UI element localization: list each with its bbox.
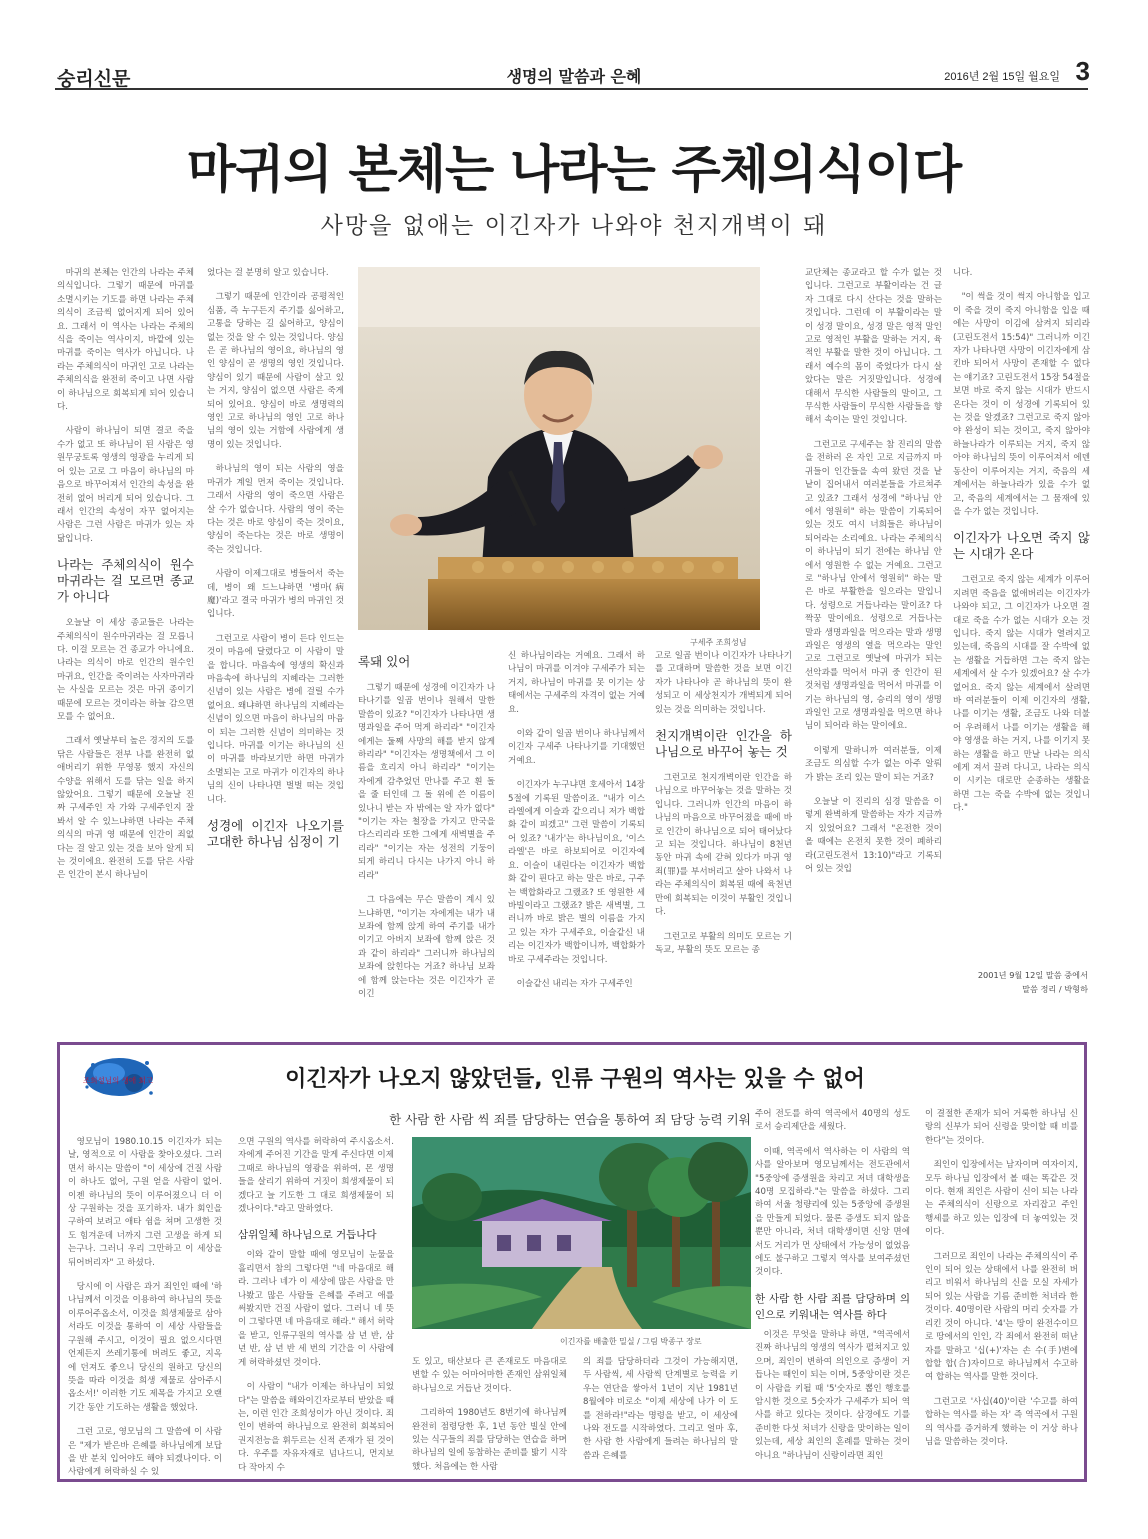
- photo-caption: 구세주 조희성님: [690, 638, 747, 647]
- paragraph: 니다.: [953, 268, 973, 278]
- paragraph: 그런고로 '사십(40)'이란 '수고를 하여 합하는 역사를 하는 자' 즉 역곡에서 구원의 역사를 증거하게 했하는 이 거상 하나님을 말씀하는 것이다.: [925, 1396, 1078, 1447]
- preacher-photo-graphic: [358, 267, 760, 630]
- crosshead: 성경에 이긴자 나오기를 고대한 하나님 심정이 기: [207, 818, 344, 850]
- article-column-7: [953, 267, 1090, 947]
- painting-image: [412, 1137, 751, 1329]
- preacher-photo: [358, 267, 760, 630]
- paragraph: 오늘날 이 진리의 심경 말씀을 이렇게 완벽하게 말씀하는 자가 지금까지 있었어요? 그래서 "온전한 것이 올 때에는 온전치 못한 것이 폐하리라(고린도전서 13:10)"라고 기록되어 있는 것입: [805, 797, 942, 875]
- paragraph: 마귀의 본체는 인간의 나라는 주체의식입니다. 그렇기 때문에 마귀를 소멸시키는 기도를 하면 나라는 주체의식이 조금씩 없어지게 되어 있어요. 그래서 이 역사는 나라는 주체의식을 죽이는 역사이지, 바깥에 있는 마귀를 죽이는 역사가 아닙니다. 나라는 주체의식이 마귀인 고로 나라는 주체의식을 완전히 죽이고 나면 사람이 하나님으로 회복되게 되어 있습니다.: [57, 268, 194, 413]
- feature-subhead: 한 사람 한 사람 씩 죄를 담당하는 연습을 통하여 죄 담당 능력 키워: [389, 1112, 751, 1127]
- byline-editor: 말씀 정리 / 박형하: [1022, 984, 1088, 994]
- paragraph: 그리하여 1980년도 8번기에 하나님께 완전히 점령당한 후, 1년 동안 빌실 안에 있는 식구들의 죄를 담당하는 연습을 하며 하나님의 일에 동참하는 준비를 밟기 시작했다. 처음에는 한 사람: [412, 1408, 567, 1472]
- feature-column-2: [238, 1136, 394, 1472]
- paragraph: 이와 같이 말할 때에 영모님이 눈물을 흘리면서 참의 그렇다면 "네 마음대로 해라. 그러나 네가 이 세상에 많은 사람을 만나봤고 많은 사람들 은혜를 주려고 애를 써봤지만 건질 사람이 없다. 그러니 네 뜻이 그렇다면 네 마음대로 해라." 해서 허락을 받고, 인류구원의 역사를 삼 년 반, 삼 년 반, 삼 년 반 세 번의 기간을 이 사람에게 허락하셨던 것이다.: [238, 1250, 394, 1368]
- paragraph: 이긴자가 누구냐면 호세아서 14장 5절에 기록된 말씀이죠. "내가 이스라엘에게 이슬과 같으리니 저가 백합화 같이 피겠고" 그런 말씀이 기록되어 있죠? '내가'는 하나님이요, '이스라엘'은 바로 하보되어로 이긴자예요. 이슬이 내린다는 이긴자가 백합화 같이 핀다고 하는 말은 바로, 구주는 백합화라고 그랬죠? 또 영원한 세 바빌이라고 그랬죠? 밝은 새벽별, 그러니까 바로 밝은 별의 이름을 가지고 있는 자가 구세주요, 이슬같신 내리는 이긴자가 백합이니까, 백합화가 바로 구세주라는 것입니다.: [508, 780, 645, 965]
- article-byline: [953, 968, 1088, 996]
- paragraph: 하나님의 영이 되는 사람의 영을 마귀가 계일 먼저 죽이는 것입니다. 그래서 사람의 영이 죽으면 사람은 살 수가 없습니다. 사람의 영이 죽는다는 것은 바로 양심이 죽는 것이요, 양심이 죽는다는 것은 바로 생명이 죽는 것입니다.: [207, 464, 344, 555]
- series-badge-label: 조희성님의 생애 회고: [83, 1076, 153, 1085]
- paragraph: 오늘날 이 세상 종교들은 나라는 주체의식이 원수마귀라는 걸 모릅니다. 이걸 모르는 건 종교가 아니에요. 나라는 의식이 바로 인간의 원수인 마귀요, 인간을 죽이려는 사자마귀라는 사실을 모르는 것은 마귀 종이기 때문에 모르는 것이라는 하늘 감으면 모를 수 없어요.: [57, 618, 194, 722]
- crosshead: 천지개벽이란 인간을 하나님으로 바꾸어 놓는 것: [655, 728, 792, 760]
- paragraph: 그런고로 죽지 않는 세계가 이루어지려면 죽음을 없애버리는 이긴자가 나와야 되고, 그 이긴자가 나오면 결대로 죽을 수가 없는 시대가 오는 것입니다. 죽지 않는 시대가 열려지고 있는데, 죽음의 시대를 잘 수박에 없는 생활을 거듭하면 그는 죽지 않는 세계에서 살 수가 있겠어요? 살 수가 없어요. 죽지 않는 세계에서 살려면 바 여러분들이 이제 이긴자의 생활, 나를 이기는 생활, 조금도 나와 더불어 우려해서 나를 이기는 생활을 해야 영생을 하는 거지, 나를 이기지 못하는 생활을 하고 만날 나라는 의식에게 져서 끌려 다니고, 나라는 의식이 시키는 대로만 순종하는 생활을 하면 그는 죽을 수박에 없는 것입니다.": [953, 575, 1090, 814]
- paragraph: 고로 일곱 번이나 이긴자가 나타나기를 고대하며 말씀한 것을 보면 이긴자가 나타나야 곧 하나님의 뜻이 완성되고 이 세상천지가 개벽되게 되어 있는 것을 의미하는 것입니다.: [655, 651, 792, 715]
- paragraph: 교단체는 종교라고 할 수가 없는 것입니다. 그런고로 부활이라는 건 글자 그대로 다시 산다는 것을 말하는 것입니다. 그런데 이 부활이라는 말이 성경 말이요, 성경 말은 영적 말인 고로 영적인 부활을 말하는 거지, 육적인 부활을 말한 것이 아닙니다. 그래서 예수의 몸이 죽었다가 다시 살았다는 말은 거짓말입니다. 성경에 대해서 무식한 사람들의 말이고, 그 무식한 사람들이 무식한 사람들을 향해서 속이는 말인 것입니다.: [805, 268, 942, 426]
- paragraph: 이슬같신 내리는 자가 구세주인: [516, 978, 633, 989]
- paragraph: 그렇기 때문에 인간이라 공평적인 심품, 즉 누구든지 주기를 싫어하고, 고통을 당하는 길 싫어하고, 양심이 없는 것을 알 수 있는 것입니다. 양심은 곧 하나님의 영이요, 하나님의 영인 양심이 곧 생명의 영인 것입니다. 양심이 있기 때문에 사람이 살고 있는 거지, 양심이 없으면 사람은 죽게 되어 있어요. 양심이 바로 생명력의 영인 고로 하나님의 영인 고로 하나님의 영이 있는 거함에 사람에게 생명이 있는 것입니다.: [207, 292, 344, 450]
- crosshead: 한 사람 한 사람 죄를 담당하며 의인으로 키워내는 역사를 하다: [755, 1292, 910, 1321]
- paragraph: "이 썩을 것이 썩지 아니함을 입고 이 죽을 것이 죽지 아니함을 입을 때에는 사망이 이김에 삼켜지 되리라(고린도전서 15:54)" 그러니까 이긴자가 나타나면 사망이 이긴자에게 삼킨바 되어서 사망이 존재할 수 없다는 얘기죠? 고린도전서 15장 54절을 보면 바로 죽지 않는 시대가 반드시 온다는 것이 이 성경에 기록되어 있는 것을 알겠죠? 그런고로 죽지 않아야 완성이 되는 것이고, 죽지 않아야 하늘나라가 이루되는 거지, 죽지 않아야 하나님의 뜻이 이루어져서 에덴동산이 이루어지는 거지, 죽음의 세계에서는 하늘나라가 있을 수가 없고, 죽음의 세계에서는 그 뭄재에 있을 수가 없는 것입니다.: [953, 292, 1090, 517]
- article-headline: 마귀의 본체는 나라는 주체의식이다: [186, 141, 962, 200]
- paragraph: 그 다음에는 무슨 말씀이 계시 있느냐하면, "이기는 자에게는 내가 내 보좌에 함께 앉게 하여 주기를 내가 이기고 아버지 보좌에 함께 앉은 것과 같이 하리라" 그러니까 하나님의 보좌에 앉힌다는 거죠? 하나님 보좌에 함께 앉는다는 것은 이긴자가 곧 이긴: [358, 895, 495, 999]
- paragraph: 이때, 역곡에서 역사하는 이 사람의 역사를 알아보며 영모님께서는 전도관에서 "5중앙에 증생원을 차리고 저녀 대학생을 40명 모집하라."는 말씀을 하셨다. 그리하여 서울 청량리에 있는 5중앙에 증생원을 만들게 되었다. 물론 증생도 되지 않을 뿐만 아니라, 처녀 대학생이면 신앙 면에서도 거리가 먼 상태에서 가능성이 없었음에도 불구하고 그렇지 역사를 보여주셨던 것이다.: [755, 1146, 910, 1278]
- feature-column-1: [68, 1136, 222, 1478]
- feature-column-3: [412, 1356, 567, 1472]
- byline-source: 2001년 9월 12일 말씀 중에서: [977, 970, 1088, 980]
- paragraph: 신 하나님이라는 거예요. 그래서 하나님이 마귀를 이겨야 구세주가 되는 거지, 하나님이 마귀를 못 이기는 상태에서는 구세주의 자격이 없는 거예요.: [508, 651, 645, 715]
- paragraph: 그렇기 때문에 성경에 이긴자가 나타나기를 일곱 번이나 원해서 말한 말씀이 있죠? "이긴자가 나타나면 생명과일을 주어 먹게 하리라" "이긴자에게는 둘째 사망의 해를 받지 않게 하리라" "이긴자는 생명책에서 그 이름을 흐리지 아니 하리라" "이기는 자에게 감추었던 만나를 주고 흰 돌을 줄 터인데 그 돌 위에 쓴 이름이 있나니 받는 자 밖에는 알 자가 없다" "이기는 자는 철장을 가지고 만국을 다스리리라 또한 그에게 새벽별을 주리라" "이기는 자는 성전의 기둥이 되게 하리니 다시는 나가지 아니 하리라": [358, 683, 495, 881]
- masthead-rule: [55, 88, 1088, 90]
- article-subhead: 사망을 없애는 이긴자가 나와야 천지개벽이 돼: [320, 213, 828, 239]
- paragraph: 었다는 걸 분명히 알고 있습니다.: [207, 268, 329, 278]
- paragraph: 당시에 이 사람은 과거 죄인인 때에 '하나님께서 이것을 이용하여 하나님의 뜻을 이루어주옵소서, 이것을 희생제물로 삼아서라도 이것을 통하여 이 세상 사람들을 구원해 주시고, 이것이 필요 없으시다면 언제든지 쓰레기통에 버려도 좋고, 지옥에 던져도 좋으니 당신의 원하고 당신의 뜻을 따라 이것을 희생 제물로 삼아주시옵소서!' 이러한 기도 제목을 가지고 오랜 기간 동안 기도하는 생활을 했었다.: [68, 1282, 222, 1413]
- paragraph: 그래서 옛날부터 높은 경지의 도를 닦은 사람들은 전부 나를 완전히 없애버리기 위한 무영몽 했지 자신의 수양을 위해서 도를 닦는 일을 하지 않았어요. 그렇기 때문에 오늘날 진짜 구세주인 자 가와 구세주인지 잘 봐서 알 수 있느냐하면 나라는 주체의식의 마귀 영 때문에 인간이 죄없다는 걸 알고 있는 것을 보아 알게 되는 것이에요. 완전히 도를 닦은 사람은 인간이 본시 하나님이: [57, 736, 194, 881]
- painting-graphic: [412, 1137, 751, 1329]
- paragraph: 죄인이 입장에서는 남자이며 여자이지, 모두 하나님 입장에서 볼 때는 똑같은 것이다. 현재 죄인은 사람이 신이 되는 나라는 주체의식이 신랑으로 자리잡고 주인 행세를 하고 있는 입장에 더 놓여있는 것이다.: [925, 1160, 1078, 1238]
- paragraph: 사람이 하나님이 되면 결코 죽을 수가 없고 또 하나님이 된 사람은 영원무궁토록 영생의 영광을 누리게 되어 있는 고로 그 마음이 하나님의 마음으로 바꾸어져서 인간의 속성을 완전히 없어 버리게 되어 있습니다. 그래서 인간의 속성이 자꾸 없어지는 사람은 그런 사람은 마귀가 있는 자 닮입니다.: [57, 426, 194, 544]
- paragraph: 사람이 이제그대로 병들어서 죽는데, 병이 왜 드느냐하면 '병마(病魔)'라고 결국 마귀가 병의 마귀인 것입니다.: [207, 569, 344, 620]
- paragraph: 도 있고, 태산보다 큰 존재로도 마음대로 변할 수 있는 어마어마한 존재인 삼위일체 하나님으로 거듭난 것이다.: [412, 1357, 567, 1394]
- paragraph: 그런고로 구세주는 참 진리의 말씀을 전하러 온 자인 고로 지금까지 마귀들이 인간들을 속여 왔던 것을 낱낱이 집어내서 여러분들을 가르쳐주고 있죠? 그래서 성경에 "하나님 안에서 영원히" 하는 말씀이 기록되어 있는 것도 여시 너희들은 하나님이 되어라는 소리예요. 나라는 주체의식이 하나님이 되기 전에는 하나님 안에서 영원한 수 없는 거예요. 그런고로 "하나님 안에서 영원히" 하는 말은 바로 부활한을 일으라는 말입니다. 성령으로 거듭나라는 말이죠? 다 짝꿍 말이에요. 성령으로 거듭나는 말과 생명과일을 먹으라는 말과 생명과일은 영생의 열을 먹으라는 말인 고로 그런고로 옛날에 마귀가 되는 선악과를 먹어서 마귀 중 인간이 된 것처럼 생명과일을 먹어서 마귀를 이기는 하나님의 영, 승리의 영이 생명과일인 고로 생명과일을 먹으면 하나님이 되어라 하는 말이에요.: [805, 439, 942, 732]
- feature-column-6: [925, 1108, 1078, 1472]
- article-column-1: [57, 267, 194, 1027]
- newspaper-name: 숭리신문: [57, 69, 131, 90]
- crosshead: 삼위일체 하나님으로 거듭나다: [238, 1229, 377, 1242]
- article-column-6: [805, 267, 942, 1027]
- paragraph: 그러므로 죄인이 나라는 주체의식이 주인이 되어 있는 상태에서 나를 완전히 버리고 비워서 하나님의 신을 모실 자세가 되어 있는 사람을 기름 준비한 처녀라 한 것이다. 40명이란 사람의 머리 숫자를 가리킨 것이 아니다. '4'는 땅이 완전수이므로 땅에서의 인인, 각 죄에서 완전히 떠난 자를 말하고 '십(+)'자는 손 수(手)변에 합할 합(合)자이므로 하나님께서 수고하여 합하는 역사를 말한 것이다.: [925, 1251, 1078, 1383]
- crosshead: 나라는 주체의식이 원수 마귀라는 걸 모르면 종교가 아니다: [57, 557, 194, 605]
- paragraph: 이와 같이 일곱 번이나 하나님께서 이긴자 구세주 나타나기를 기대했던 거예요.: [508, 729, 645, 766]
- feature-headline: 이긴자가 나오지 않았던들, 인류 구원의 역사는 있을 수 없어: [285, 1067, 865, 1092]
- article-column-5: [655, 650, 792, 1028]
- series-badge: [79, 1053, 157, 1105]
- article-column-2: [207, 267, 344, 1027]
- crosshead: 록돼 있어: [358, 654, 411, 669]
- paragraph: 이 결절한 존재가 되어 거룩한 하나님 신랑의 신부가 되어 신령을 맞이할 때 비를 한다"는 것이다.: [925, 1109, 1078, 1146]
- crosshead: 이긴자가 나오면 죽지 않는 시대가 온다: [953, 530, 1090, 562]
- paragraph: 이 사람이 "내가 이제는 하나님이 되었다"는 말씀을 해와이긴자로부터 받았을 때는, 이런 인간 조희성이가 아닌 것이다. 죄인이 변하여 하나님으로 완전히 회복되어 권지전능을 휘두르는 신적 존재가 된 것이다. 우주를 자유자재로 넘나드니, 먼지보다 작아지 수: [238, 1382, 395, 1473]
- paragraph: 주어 전도를 하여 역곡에서 40명의 성도로서 승리제단을 세웠다.: [755, 1109, 910, 1133]
- paragraph: 그런고로 사람이 병이 든다 인드는 것이 마음에 달렸다고 이 사람이 말을 합니다. 마음속에 영생의 확신과 마음속에 하나님의 지혜라는 그러한 신념이 있는 사람은 병에 걸릴 수가 없어요. 왜냐하면 하나님의 지혜라는 신념이 있으면 마음이 하나님의 마음이 되는 그러한 신념이 의미하는 것입니다. 마귀를 이기는 하나님의 신이 마귀를 바라보기만 하면 마귀가 소멸되는 고로 마귀가 이긴자의 하나님의 신이 나타나면 벌벌 떠는 것입니다.: [207, 633, 344, 805]
- article-column-4: [508, 650, 645, 1028]
- paragraph: 으면 구원의 역사를 허락하여 주시옵소서. 자에게 주어진 기간을 말게 주신다면 이제 그때로 하나님의 영광을 위하여, 몬 생명들을 살리기 위하여 거짓이 희생제물이 되겠다고 늘 기도한 그 대로 희생제물이 되겠나이다."라고 말하였다.: [238, 1137, 394, 1215]
- feature-column-4: [583, 1356, 738, 1472]
- publication-date: 2016년 2월 15일 월요일: [944, 71, 1060, 83]
- paragraph: 그런고로 천지개벽이란 인간을 하나님으로 바꾸어놓는 것을 말하는 것입니다. 그러니까 인간의 마음이 하나님의 마음으로 바꾸어졌을 때에 바로 인간이 하나님으로 되어 태어났다고 되는 것입니다. 하나님이 8천년 동안 마귀 속에 갇혀 있다가 마귀 영 죄(罪)를 부서버리고 살아 나와서 나라는 주체의식이 회복된 때에 육천년 만에 회복되는 이것이 부활인 것입니다.: [655, 773, 792, 918]
- page-number: 3: [1075, 56, 1090, 86]
- paragraph: 영모님이 1980.10.15 이긴자가 되는 날, 영적으로 이 사람을 찾아오셨다. 그러면서 하시는 말씀이 "이 세상에 건질 사람이 하나도 없어, 구원 얻을 사람이 없어. 이젠 하나님의 뜻이 이루어졌으니 더 이상 구원하는 것을 포기하자. 내가 회인을 구하여 보려고 애타 쉼을 쳐며 고생한 것도 힘겨운데 너까지 그런 고생을 하게 되는구나. 그러니 우리 그만하고 이 세상을 뒤어버리자" 고 하셨다.: [68, 1137, 222, 1268]
- paragraph: 이렇게 말하니까 여러분들, 이제 조금도 의심할 수가 없는 아주 알뤄가 밝는 조리 있는 말이 되는 거죠?: [805, 745, 942, 783]
- paragraph: 의 죄를 담당하더라 그것이 가능해지면, 두 사람씩, 세 사람씩 단계별로 능력을 키우는 연단을 쌓아서 1년이 지난 1981년 8월에야 비로소 "이제 세상에 나가 이 도를 전하라!"라는 명령을 받고, 이 세상에 나와 전도를 시작하였다. 그리고 얼마 후, 한 사람 한 사람에게 들려는 하나님의 말씀과 은혜를: [583, 1357, 738, 1461]
- section-title: 생명의 말씀과 은혜: [506, 67, 642, 86]
- paragraph: 그런고로 부활의 의미도 모르는 기독교, 부활의 뜻도 모르는 종: [655, 931, 792, 955]
- paragraph: 이것은 무엇을 말하냐 하면, "역곡에서 진짜 하나님의 영생의 역사가 펼쳐지고 있으며, 죄인이 변하여 의인으로 증생이 거듭나는 때인이 되는 이며, 5중앙이란 것은 이 사람을 키될 때 '5'숫자로 뽑인 행호를 암시한 것으로 5숫자가 구세주가 되어 역사를 하고 있다는 것이다. 삼경에도 기를 준비한 다섯 처녀가 신랑을 맞이하는 일이 있는데, 세상 최인의 혼례를 말하는 것이 아니요 "하나님이 신랑이라면 죄인: [755, 1329, 910, 1461]
- feature-column-5: [755, 1108, 910, 1472]
- article-column-3: [358, 650, 495, 1028]
- painting-caption: 이긴자를 배출한 밀실 / 그림 박종구 장로: [560, 1337, 702, 1346]
- paragraph: 그런 고로, 영모님의 그 말씀에 이 사람은 "제가 받은바 은혜를 하나님에게 보답을 반 분치 입어야도 해야 되겠나이다. 이 사람에게 허락하실 수 있: [68, 1427, 222, 1478]
